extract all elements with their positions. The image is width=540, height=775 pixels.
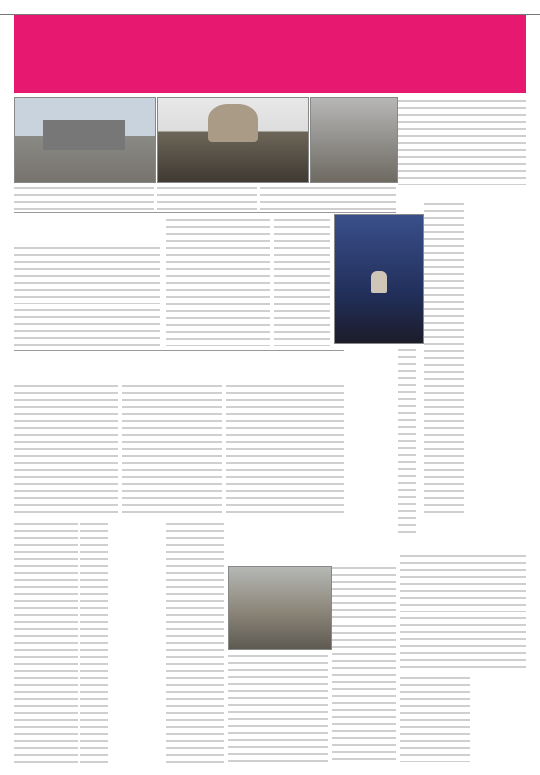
expo-text-3: [332, 622, 396, 762]
trump-text-3: [226, 382, 344, 516]
lead-photo-event: [310, 97, 398, 183]
expo-text-1: [332, 564, 396, 620]
trump-text-2: [122, 382, 222, 516]
lead-photo-tower: [157, 97, 309, 183]
expo-text-2: [228, 652, 328, 762]
top-strip: [0, 0, 540, 15]
criticism-text-1: [14, 244, 160, 304]
big-tariff-text-1: [14, 520, 78, 765]
sudan-text-2: [400, 614, 526, 672]
expo-text-4: [400, 674, 470, 762]
big-tariff-text-2: [80, 520, 108, 765]
big-tariff-text-3: [166, 520, 224, 765]
expo-photo: [228, 566, 332, 650]
criticism-text-3: [166, 216, 270, 346]
criticism-text-2: [14, 306, 160, 346]
criticism-text-4: [274, 216, 330, 346]
lead-text-right: [398, 97, 526, 185]
trump-text-1: [14, 382, 118, 516]
photo-icon: [43, 120, 125, 150]
divider: [14, 212, 396, 213]
lead-text-1: [14, 184, 154, 212]
lead-banner: [14, 15, 526, 93]
lead-text-3: [260, 184, 396, 212]
photo-icon: [371, 271, 387, 293]
lead-text-2: [157, 184, 257, 212]
hk-science-text: [398, 346, 416, 536]
photo-icon: [208, 104, 258, 142]
tariff-response-text: [424, 200, 464, 515]
lead-photo-mausoleum: [14, 97, 156, 183]
hk-science-photo: [334, 214, 424, 344]
divider: [14, 350, 344, 351]
sudan-text-1: [400, 552, 526, 612]
